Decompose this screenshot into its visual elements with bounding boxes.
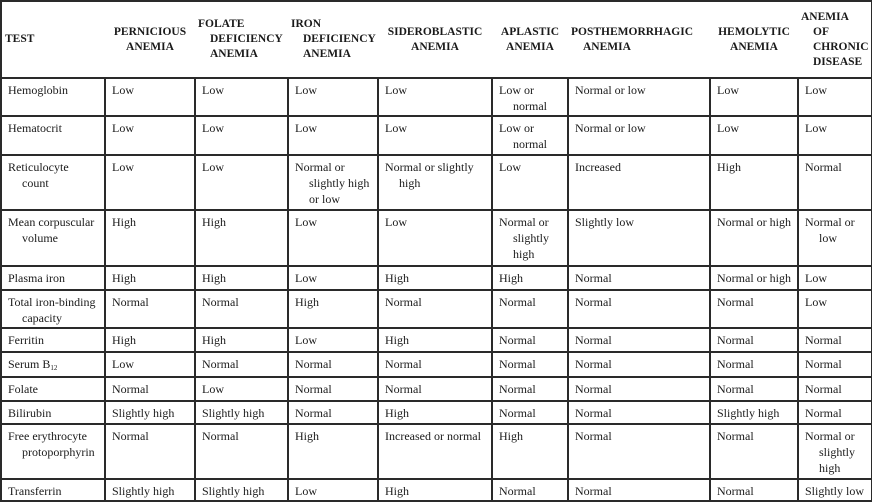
finding-line: Normal	[112, 382, 149, 396]
finding-cell	[195, 78, 288, 116]
finding-line: Normal	[202, 429, 239, 443]
finding-cell	[798, 290, 872, 328]
finding-cell	[195, 210, 288, 266]
header-line: ANEMIA	[210, 48, 258, 60]
finding-line: High	[385, 333, 409, 347]
finding-line: Slightly low	[805, 484, 865, 498]
finding-line: High	[385, 484, 409, 498]
finding-cell	[798, 401, 872, 424]
finding-cell	[288, 377, 378, 401]
header-line: ANEMIA	[411, 40, 459, 53]
finding-line: Low	[805, 271, 827, 285]
test-name-line: Transferrin	[8, 484, 62, 498]
finding-line: Normal or high	[717, 271, 791, 285]
finding-line: Normal	[202, 357, 239, 371]
finding-line: high	[513, 247, 535, 261]
finding-line: Increased	[575, 160, 621, 174]
finding-line: Normal	[385, 295, 422, 309]
table-row	[1, 328, 872, 352]
finding-line: Normal	[717, 382, 754, 396]
finding-line: Low	[805, 83, 827, 97]
table-row	[1, 479, 872, 501]
finding-line: Normal	[575, 333, 612, 347]
test-name-line: Total iron-binding	[8, 295, 96, 309]
finding-line: Normal	[499, 484, 536, 498]
finding-cell	[105, 401, 195, 424]
table-row	[1, 78, 872, 116]
finding-cell	[195, 266, 288, 290]
finding-cell	[492, 155, 568, 210]
finding-cell	[710, 155, 798, 210]
finding-cell	[492, 401, 568, 424]
finding-cell	[568, 424, 710, 479]
test-name-cell	[1, 78, 105, 116]
finding-cell	[710, 328, 798, 352]
table-row	[1, 266, 872, 290]
test-name-line: capacity	[22, 311, 62, 325]
finding-cell	[195, 377, 288, 401]
finding-cell	[492, 479, 568, 501]
finding-line: Low	[385, 83, 407, 97]
finding-line: Low	[202, 160, 224, 174]
finding-line: High	[202, 271, 226, 285]
finding-cell	[105, 328, 195, 352]
header-line: ANEMIA	[583, 40, 631, 53]
finding-line: Normal or low	[575, 121, 646, 135]
test-name-line: volume	[22, 231, 58, 245]
finding-line: High	[112, 333, 136, 347]
finding-line: Low	[112, 83, 134, 97]
table-row	[1, 210, 872, 266]
finding-line: Normal	[499, 382, 536, 396]
finding-line: Slightly high	[112, 484, 175, 498]
finding-line: slightly high	[309, 176, 370, 190]
test-name-line: protoporphyrin	[22, 445, 95, 459]
finding-line: Normal	[295, 382, 332, 396]
finding-cell	[798, 424, 872, 479]
finding-line: Slightly high	[202, 484, 265, 498]
finding-cell	[288, 116, 378, 155]
finding-line: high	[399, 176, 421, 190]
test-name-cell	[1, 479, 105, 501]
finding-cell	[288, 352, 378, 377]
finding-cell	[288, 290, 378, 328]
finding-line: Low	[385, 121, 407, 135]
finding-line: Low	[295, 215, 317, 229]
finding-cell	[288, 424, 378, 479]
finding-cell	[378, 424, 492, 479]
finding-cell	[288, 266, 378, 290]
test-name-line: Serum B	[8, 357, 51, 371]
finding-line: slightly	[513, 231, 550, 245]
table-row	[1, 116, 872, 155]
finding-line: High	[717, 160, 741, 174]
finding-cell	[710, 78, 798, 116]
finding-cell	[568, 116, 710, 155]
header-test	[1, 1, 105, 78]
finding-cell	[492, 377, 568, 401]
test-name-cell	[1, 424, 105, 479]
finding-line: Low	[717, 121, 739, 135]
finding-line: Normal or slightly	[385, 160, 474, 174]
finding-cell	[492, 266, 568, 290]
finding-cell	[568, 352, 710, 377]
header-posthemorrhagic-anemia	[568, 1, 710, 78]
finding-line: High	[112, 215, 136, 229]
finding-line: Normal	[295, 406, 332, 420]
finding-cell	[378, 78, 492, 116]
finding-cell	[798, 78, 872, 116]
test-name-line: Mean corpuscular	[8, 215, 95, 229]
finding-cell	[195, 155, 288, 210]
finding-line: Normal	[575, 357, 612, 371]
finding-line: High	[295, 429, 319, 443]
finding-cell	[105, 290, 195, 328]
test-name-cell	[1, 290, 105, 328]
finding-line: Normal	[717, 357, 754, 371]
header-line: ANEMIA	[303, 48, 351, 60]
header-line: DEFICIENCY	[210, 33, 283, 45]
finding-cell	[195, 116, 288, 155]
finding-cell	[568, 155, 710, 210]
finding-line: Low	[202, 121, 224, 135]
test-name-line: Folate	[8, 382, 38, 396]
finding-cell	[568, 210, 710, 266]
test-name-line: Reticulocyte	[8, 160, 69, 174]
header-folate-deficiency-anemia	[195, 1, 288, 78]
finding-cell	[568, 78, 710, 116]
test-name-line: Bilirubin	[8, 406, 52, 420]
finding-line: slightly	[819, 445, 856, 459]
finding-cell	[798, 116, 872, 155]
finding-cell	[492, 116, 568, 155]
header-line: APLASTIC	[500, 25, 560, 38]
test-name-line: count	[22, 176, 49, 190]
finding-line: Low	[202, 83, 224, 97]
finding-cell	[195, 424, 288, 479]
finding-cell	[105, 479, 195, 501]
finding-line: Normal or	[499, 215, 549, 229]
finding-line: normal	[513, 99, 547, 113]
header-line: HEMOLYTIC	[718, 25, 790, 38]
finding-cell	[710, 116, 798, 155]
finding-line: High	[385, 271, 409, 285]
header-line: ANEMIA	[126, 40, 174, 53]
test-name-cell	[1, 116, 105, 155]
finding-cell	[288, 479, 378, 501]
finding-cell	[378, 266, 492, 290]
finding-cell	[378, 328, 492, 352]
table-row	[1, 290, 872, 328]
finding-cell	[105, 424, 195, 479]
finding-line: Slightly high	[112, 406, 175, 420]
table-row	[1, 424, 872, 479]
header-line: ANEMIA	[506, 40, 554, 53]
test-name-cell	[1, 377, 105, 401]
finding-cell	[798, 377, 872, 401]
finding-line: Normal	[575, 484, 612, 498]
header-row	[1, 1, 872, 78]
table-row	[1, 377, 872, 401]
finding-line: Normal	[805, 406, 842, 420]
finding-line: Increased or normal	[385, 429, 481, 443]
finding-line: Normal	[717, 333, 754, 347]
table-row	[1, 352, 872, 377]
header-line: ANEMIA	[730, 40, 778, 53]
finding-line: Low	[295, 271, 317, 285]
finding-line: Low	[112, 160, 134, 174]
header-line: DISEASE	[813, 55, 863, 68]
finding-line: Low	[805, 295, 827, 309]
test-name-cell	[1, 328, 105, 352]
header-anemia-of-chronic-disease	[798, 1, 872, 78]
finding-cell	[378, 290, 492, 328]
test-name-line: Plasma iron	[8, 271, 65, 285]
header-iron-deficiency-anemia	[288, 1, 378, 78]
finding-line: Slightly high	[202, 406, 265, 420]
finding-line: Normal	[499, 357, 536, 371]
finding-cell	[710, 210, 798, 266]
finding-cell	[710, 479, 798, 501]
test-name-cell	[1, 401, 105, 424]
finding-cell	[105, 352, 195, 377]
finding-cell	[105, 155, 195, 210]
header-line: FOLATE	[198, 18, 245, 30]
finding-cell	[568, 290, 710, 328]
finding-cell	[195, 328, 288, 352]
finding-line: High	[112, 271, 136, 285]
finding-cell	[378, 210, 492, 266]
finding-cell	[105, 116, 195, 155]
header-sideroblastic-anemia	[378, 1, 492, 78]
header-line: DEFICIENCY	[303, 33, 376, 45]
finding-cell	[288, 328, 378, 352]
finding-line: Low	[295, 484, 317, 498]
finding-line: Normal or	[805, 215, 855, 229]
finding-line: Normal	[805, 357, 842, 371]
finding-line: Normal	[295, 357, 332, 371]
finding-cell	[378, 401, 492, 424]
finding-line: Normal	[385, 382, 422, 396]
test-name-line: Hematocrit	[8, 121, 62, 135]
finding-cell	[288, 401, 378, 424]
finding-cell	[378, 116, 492, 155]
finding-cell	[195, 479, 288, 501]
finding-line: Normal or	[295, 160, 345, 174]
finding-line: Low	[112, 121, 134, 135]
finding-line: Normal	[575, 295, 612, 309]
finding-line: Normal	[805, 382, 842, 396]
finding-line: Normal	[717, 429, 754, 443]
subscript: 12	[50, 364, 58, 372]
finding-line: normal	[513, 137, 547, 151]
finding-cell	[195, 290, 288, 328]
finding-cell	[105, 266, 195, 290]
finding-line: High	[202, 333, 226, 347]
finding-line: Normal or	[805, 429, 855, 443]
finding-line: Normal	[805, 333, 842, 347]
finding-line: Normal	[499, 333, 536, 347]
finding-line: Normal	[575, 406, 612, 420]
finding-line: Slightly high	[717, 406, 780, 420]
finding-cell	[288, 210, 378, 266]
finding-line: Normal	[112, 429, 149, 443]
finding-line: Normal	[575, 271, 612, 285]
header-line: PERNICIOUS	[113, 25, 187, 38]
finding-line: Normal	[575, 429, 612, 443]
header-line: TEST	[5, 33, 35, 45]
finding-cell	[568, 401, 710, 424]
finding-line: High	[202, 215, 226, 229]
finding-line: Normal	[202, 295, 239, 309]
finding-cell	[195, 401, 288, 424]
finding-line: Normal	[112, 295, 149, 309]
finding-cell	[492, 328, 568, 352]
finding-cell	[492, 352, 568, 377]
finding-line: Slightly low	[575, 215, 635, 229]
finding-cell	[710, 377, 798, 401]
header-aplastic-anemia	[492, 1, 568, 78]
finding-line: Low	[295, 333, 317, 347]
finding-line: Normal	[717, 295, 754, 309]
finding-cell	[195, 352, 288, 377]
finding-cell	[378, 155, 492, 210]
finding-line: low	[819, 231, 837, 245]
finding-cell	[378, 352, 492, 377]
finding-line: High	[295, 295, 319, 309]
test-name-line: Free erythrocyte	[8, 429, 87, 443]
finding-line: High	[499, 429, 523, 443]
finding-cell	[492, 424, 568, 479]
finding-cell	[492, 290, 568, 328]
finding-line: Normal or low	[575, 83, 646, 97]
test-name-cell	[1, 266, 105, 290]
finding-cell	[568, 266, 710, 290]
header-line: CHRONIC	[813, 40, 869, 53]
table-row	[1, 155, 872, 210]
header-pernicious-anemia	[105, 1, 195, 78]
finding-cell	[288, 78, 378, 116]
finding-line: Normal or high	[717, 215, 791, 229]
finding-cell	[378, 377, 492, 401]
finding-cell	[710, 424, 798, 479]
finding-line: Low	[112, 357, 134, 371]
finding-line: Low	[295, 121, 317, 135]
finding-cell	[798, 328, 872, 352]
finding-cell	[710, 352, 798, 377]
header-line: SIDEROBLASTIC	[387, 25, 483, 38]
finding-cell	[798, 155, 872, 210]
finding-line: Normal	[805, 160, 842, 174]
finding-line: Low	[385, 215, 407, 229]
finding-line: Low	[202, 382, 224, 396]
finding-cell	[105, 78, 195, 116]
table-row	[1, 401, 872, 424]
finding-cell	[710, 266, 798, 290]
finding-line: or low	[309, 192, 340, 206]
finding-cell	[798, 266, 872, 290]
finding-cell	[492, 78, 568, 116]
finding-cell	[105, 377, 195, 401]
finding-line: Low	[295, 83, 317, 97]
finding-cell	[710, 401, 798, 424]
finding-line: Normal	[575, 382, 612, 396]
finding-line: high	[819, 461, 841, 475]
finding-line: Normal	[499, 406, 536, 420]
header-line: IRON	[291, 18, 322, 30]
test-name-cell	[1, 155, 105, 210]
finding-cell	[798, 210, 872, 266]
test-name-cell	[1, 352, 105, 377]
finding-cell	[710, 290, 798, 328]
finding-line: High	[385, 406, 409, 420]
finding-line: Normal	[385, 357, 422, 371]
finding-cell	[568, 479, 710, 501]
finding-line: Low or	[499, 121, 534, 135]
finding-cell	[798, 352, 872, 377]
finding-cell	[492, 210, 568, 266]
finding-cell	[568, 328, 710, 352]
header-hemolytic-anemia	[710, 1, 798, 78]
header-line: POSTHEMORRHAGIC	[571, 25, 694, 38]
finding-cell	[288, 155, 378, 210]
finding-line: Normal	[499, 295, 536, 309]
finding-cell	[568, 377, 710, 401]
finding-line: Low	[805, 121, 827, 135]
test-name-cell	[1, 210, 105, 266]
header-line: OF	[813, 25, 829, 38]
test-name-line: Hemoglobin	[8, 83, 68, 97]
finding-cell	[105, 210, 195, 266]
finding-line: Low	[499, 160, 521, 174]
test-name-line: Ferritin	[8, 333, 44, 347]
header-line: ANEMIA	[801, 10, 849, 23]
finding-line: Normal	[717, 484, 754, 498]
finding-cell	[378, 479, 492, 501]
finding-line: Low	[717, 83, 739, 97]
finding-line: Low or	[499, 83, 534, 97]
finding-line: High	[499, 271, 523, 285]
finding-cell	[798, 479, 872, 501]
